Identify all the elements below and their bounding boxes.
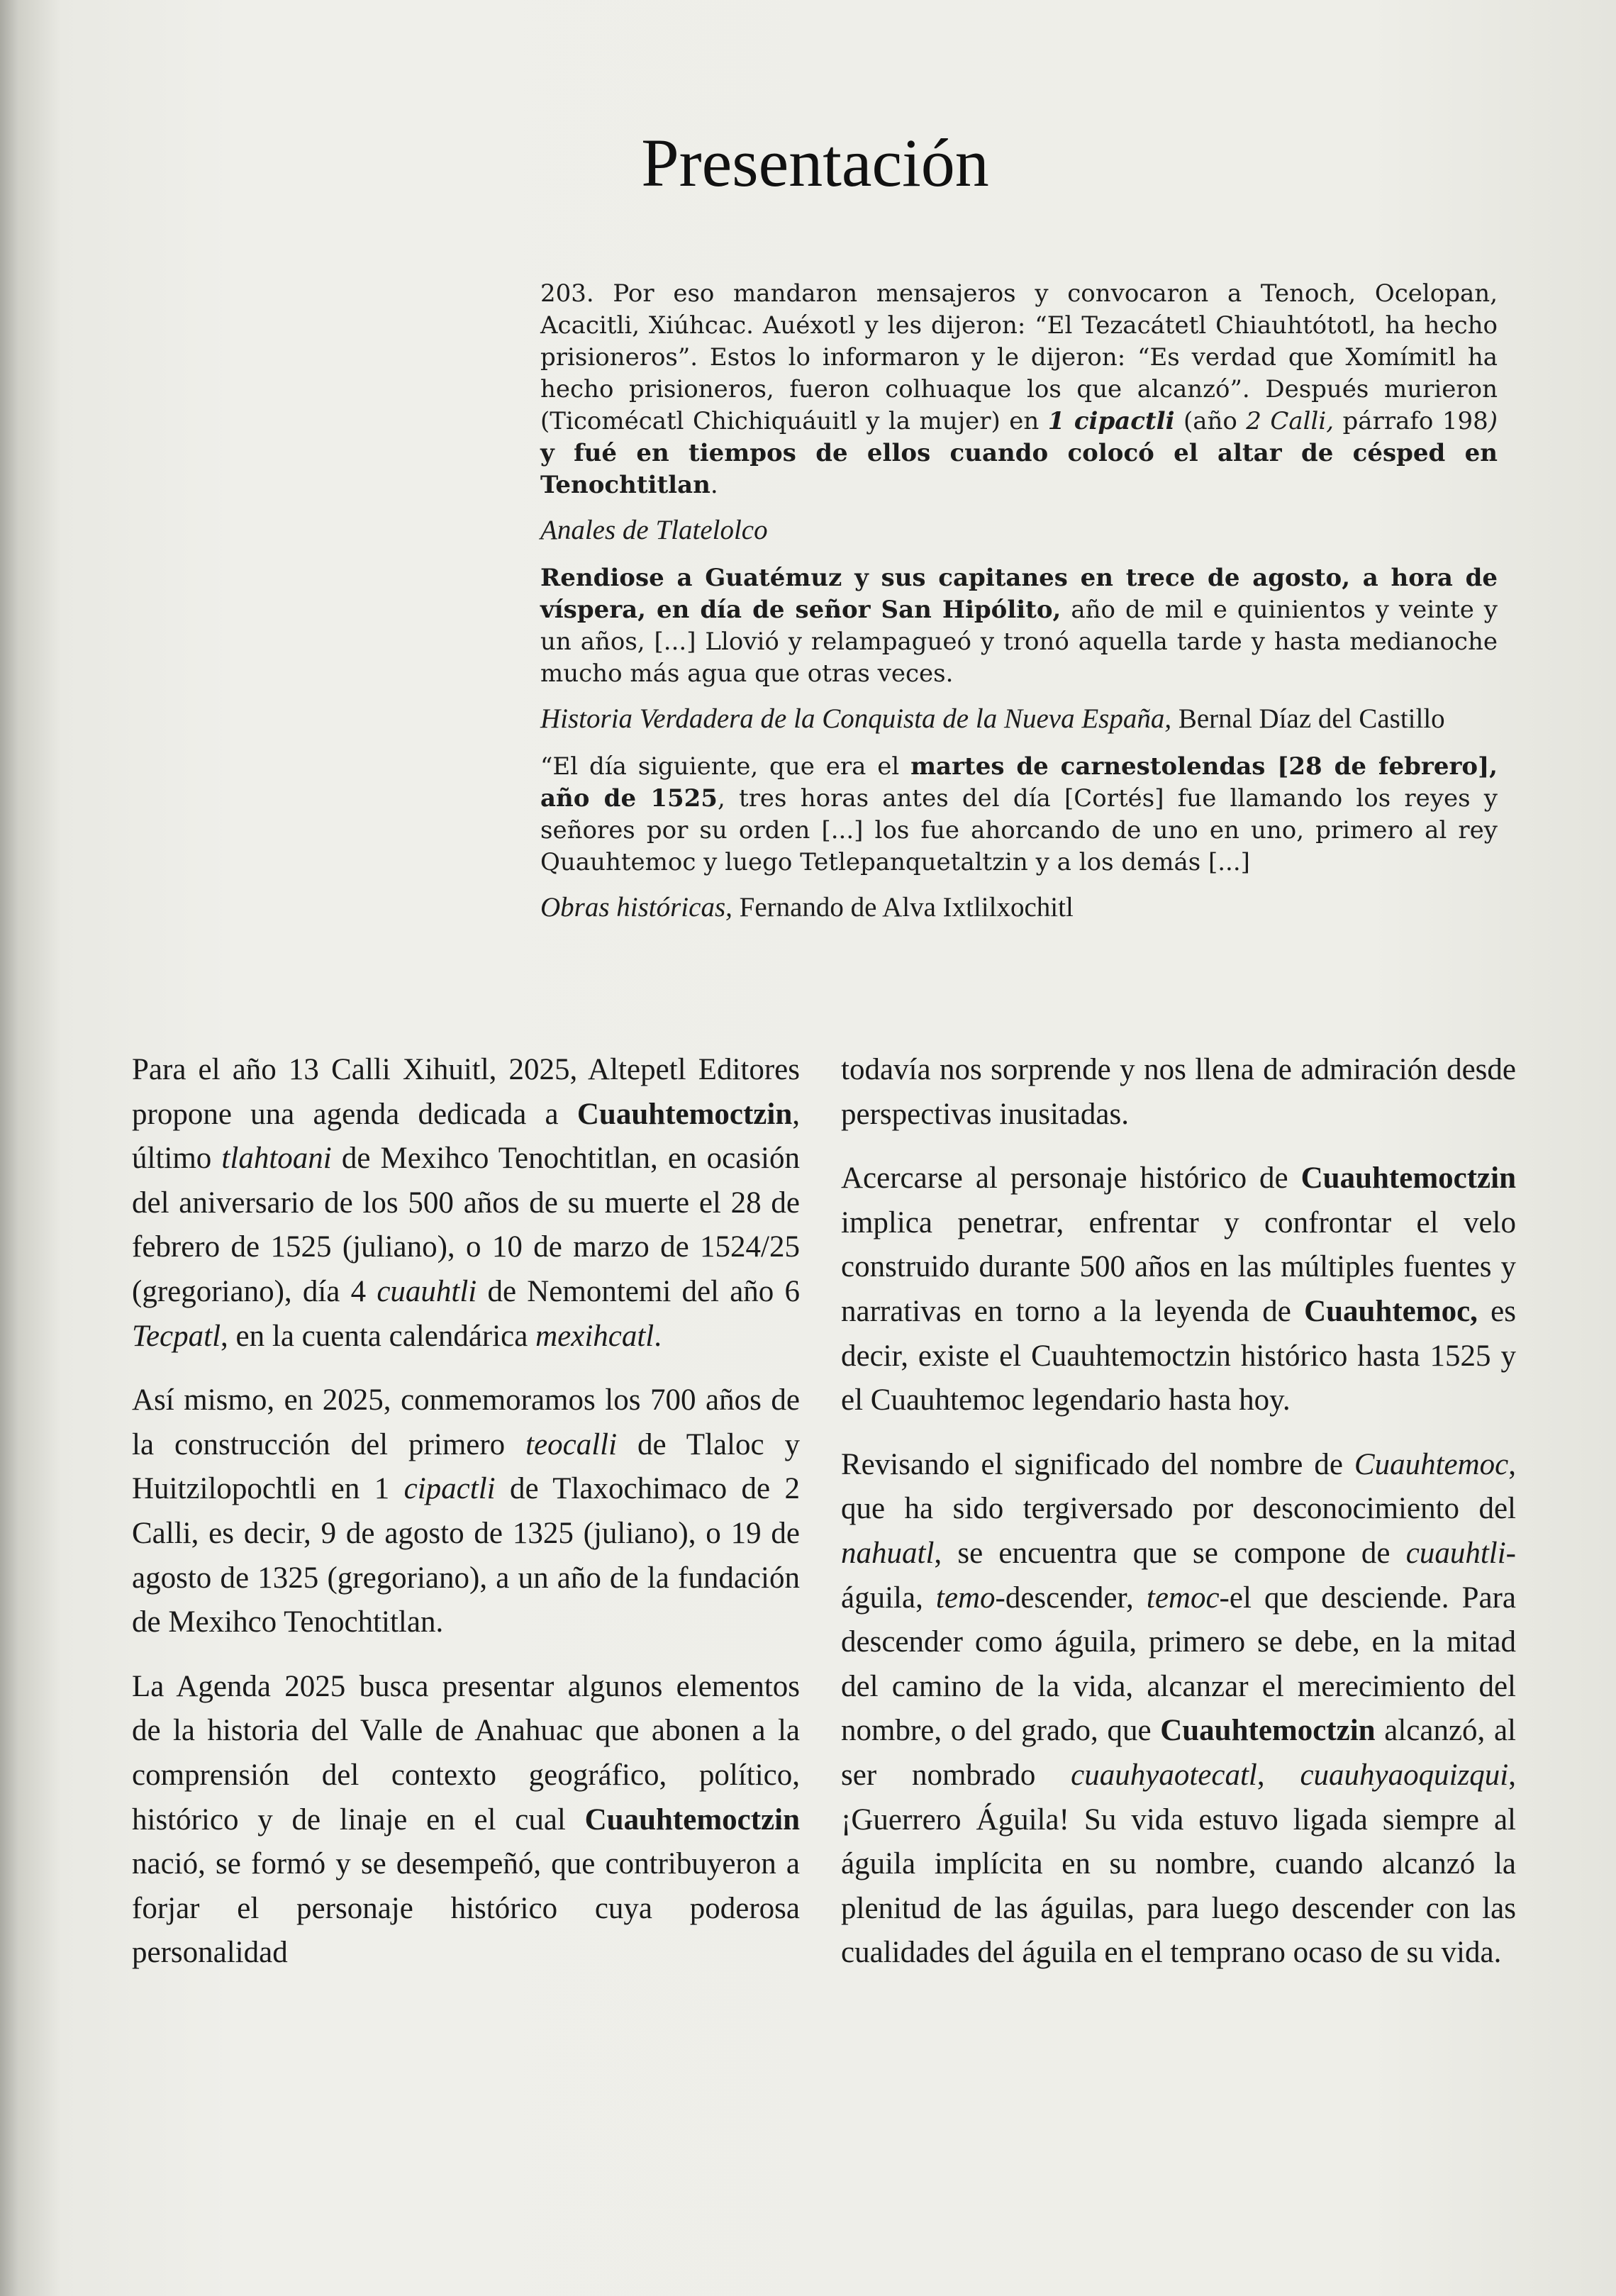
quote-source	[540, 703, 1498, 735]
left-column	[132, 1048, 800, 1995]
quote-source	[540, 891, 1498, 924]
bold-name: Cuauhtemoctzin	[1160, 1714, 1376, 1748]
quote-text-run: 203. Por eso mandaron mensajeros y convocaron a Tenoch, Ocelopan, Acacitli, Xiúhcac. Auéxotl y les dijeron: “El Tezacátetl Chiauhtótotl, ha hecho prisioneros”. Estos lo informaron y le dijeron: “Es verdad que Xomímitl ha hecho prisioneros, fueron colhuaque los que alcanzó”. Después murieron (Ticomécatl Chichiquáuitl y la mujer) en	[540, 279, 1498, 435]
bold-name: Cuauhtemoc,	[1304, 1294, 1478, 1328]
text-run: alcanzó, al ser nombrado	[841, 1714, 1516, 1792]
bold-name: Cuauhtemoctzin	[576, 1097, 793, 1131]
text-run: de Mexihco Tenochtitlan, en ocasión del aniversario de los 500 años de su muerte el 28 de febrero de 1525 (juliano), o 10 de marzo de 1524/25 (gregoriano), día 4	[132, 1142, 800, 1308]
text-run: de Tlaloc y Huitzilopochtli en 1	[132, 1427, 801, 1506]
quote-bold: y fué en tiempos de ellos cuando colocó el altar de césped en Tenochtitlan	[540, 439, 1498, 499]
quote-source	[540, 514, 1498, 547]
source-title: Anales de Tlatelolco	[540, 515, 768, 545]
quote-text-run: (año	[1174, 407, 1247, 435]
paragraph: todavía nos sorprende y nos llena de admiración desde perspectivas inusitadas.	[841, 1053, 1516, 1131]
text-run: La Agenda 2025 busca presentar algunos elementos de la historia del Valle de Anahuac que abonen a la comprensión del contexto geográfico, político, histórico y de linaje en el cual	[132, 1669, 800, 1837]
right-column	[841, 1048, 1516, 1995]
quote-bold: martes de carnestolendas [28 de febrero], año de 1525	[540, 752, 1498, 813]
text-run: Acercarse al personaje histórico de	[841, 1161, 1301, 1196]
text-run: , último	[132, 1097, 800, 1176]
text-run: ,	[1256, 1758, 1300, 1792]
italic-term: temo	[935, 1581, 996, 1615]
quote-italic: 2 Calli,	[1246, 407, 1334, 435]
quote-bernal-diaz	[540, 562, 1498, 690]
text-run: Así mismo, en 2025, conmemoramos los 700 años de la construcción del primero	[132, 1383, 800, 1461]
quote-text-run: año de mil e quinientos y veinte y un años, [...] Llovió y relampagueó y tronó aquella tarde y hasta medianoche mucho más agua que otras veces.	[540, 596, 1498, 688]
source-title: Historia Verdadera de la Conquista de la Nueva España,	[540, 703, 1172, 734]
text-run: , se encuentra que se compone de	[934, 1536, 1406, 1570]
paragraph	[132, 1378, 800, 1645]
source-author: Bernal Díaz del Castillo	[1171, 703, 1445, 734]
quote-text-run: , tres horas antes del día [Cortés] fue llamando los reyes y señores por su orden [...] los fue ahorcando de uno en uno, primero al rey Quauhtemoc y luego Tetlepanquetaltzin y a los demás [...]	[540, 784, 1498, 876]
italic-term: cuauhyaotecatl	[1071, 1758, 1257, 1792]
paragraph	[132, 1048, 800, 1359]
source-author: Fernando de Alva Ixtlilxochitl	[732, 892, 1074, 923]
bold-name: Cuauhtemoctzin	[1300, 1161, 1516, 1196]
paragraph	[841, 1157, 1516, 1423]
quote-ixtlilxochitl	[540, 751, 1498, 879]
quote-text	[540, 278, 1498, 501]
text-run: , ¡Guerrero Águila! Su vida estuvo ligada siempre al águila implícita en su nombre, cuando alcanzó la plenitud de las águilas, para luego descender con las cualidades del águila en el temprano ocaso de su vida.	[841, 1758, 1517, 1970]
italic-term: cuauhtli	[377, 1274, 477, 1308]
bold-name: Cuauhtemoctzin	[584, 1802, 800, 1837]
italic-term: mexihcatl	[535, 1319, 654, 1353]
text-run: de Nemontemi del año 6	[477, 1274, 800, 1308]
text-run: .	[654, 1319, 662, 1353]
quote-bold-italic: 1 cipactli	[1047, 407, 1175, 435]
quote-text-run: “El día siguiente, que era el	[540, 752, 911, 781]
paragraph	[841, 1443, 1516, 1975]
italic-term: temoc	[1146, 1581, 1220, 1615]
quote-text	[540, 562, 1498, 690]
quote-italic: )	[1488, 407, 1498, 435]
text-run: de Tlaxochimaco de 2 Calli, es decir, 9 de agosto de 1325 (juliano), o 19 de agosto de 1325 (gregoriano), a un año de la fundación de Mexihco Tenochtitlan.	[132, 1472, 801, 1639]
italic-term: nahuatl	[841, 1536, 935, 1570]
text-run: , en la cuenta calendárica	[221, 1319, 536, 1353]
italic-term: cuauhtli	[1405, 1536, 1506, 1570]
italic-term: Cuauhtemoc	[1354, 1447, 1509, 1481]
quote-text	[540, 751, 1498, 879]
quote-anales	[540, 278, 1498, 501]
page-title: Presentación	[641, 125, 989, 201]
text-run: , que ha sido tergiversado por desconocimiento del	[841, 1447, 1516, 1526]
text-run: nació, se formó y se desempeñó, que contribuyeron a forjar el personaje histórico cuya poderosa personalidad	[132, 1847, 800, 1970]
text-run: -el que desciende. Para descender como águila, primero se debe, en la mitad del camino de la vida, alcanzar el merecimiento del nombre, o del grado, que	[841, 1581, 1516, 1748]
italic-term: teocalli	[525, 1427, 618, 1461]
quote-bold: Rendiose a Guatémuz y sus capitanes en trece de agosto, a hora de víspera, en día de señor San Hipólito,	[540, 564, 1498, 624]
italic-term: tlahtoani	[221, 1142, 332, 1176]
text-run: implica penetrar, enfrentar y confrontar el velo construido durante 500 años en las múltiples fuentes y narrativas en torno a la leyenda de	[841, 1205, 1516, 1328]
quote-text-run: .	[710, 471, 718, 499]
text-run: es decir, existe el Cuauhtemoctzin histórico hasta 1525 y el Cuauhtemoc legendario hasta hoy.	[841, 1294, 1516, 1417]
italic-term: cipactli	[403, 1472, 496, 1506]
book-gutter	[0, 0, 18, 2296]
quote-text-run: párrafo 198	[1334, 407, 1488, 435]
paragraph	[132, 1665, 800, 1975]
source-title: Obras históricas,	[540, 892, 732, 923]
italic-term: cuauhyaoquizqui	[1300, 1758, 1509, 1792]
text-run: Revisando el significado del nombre de	[841, 1447, 1354, 1481]
text-run: -águila,	[841, 1536, 1516, 1615]
text-run: -descender,	[995, 1581, 1147, 1615]
italic-term: Tecpatl	[132, 1319, 221, 1353]
epigraph-quotes	[540, 278, 1498, 940]
text-run: Para el año 13 Calli Xihuitl, 2025, Altepetl Editores propone una agenda dedicada a	[132, 1053, 800, 1131]
